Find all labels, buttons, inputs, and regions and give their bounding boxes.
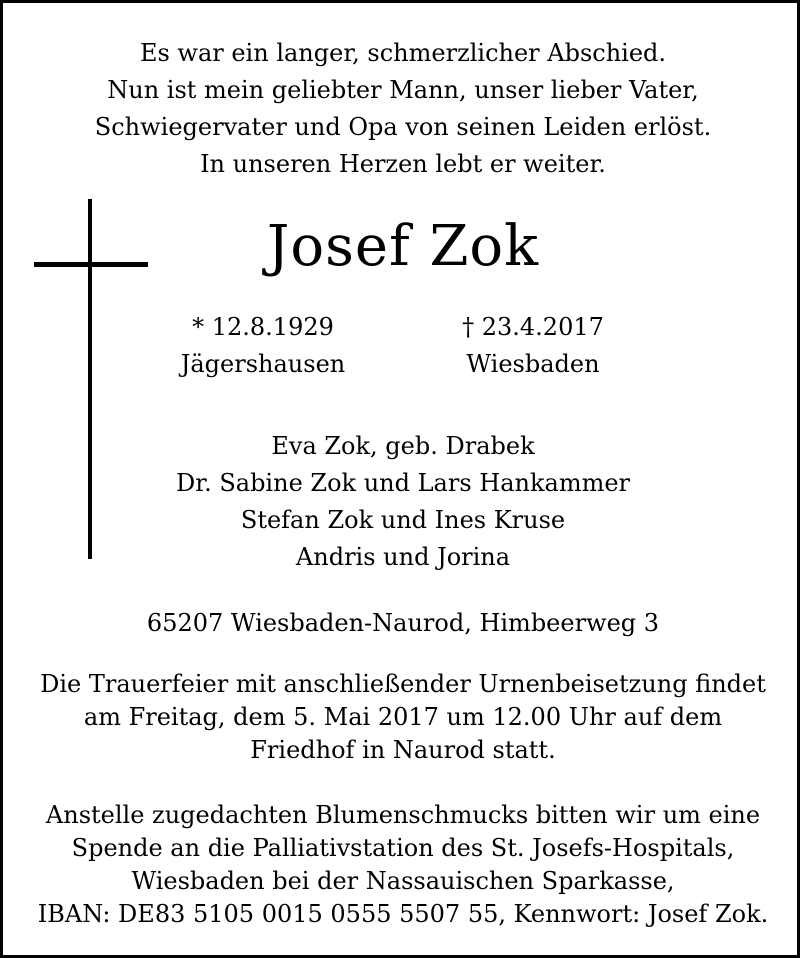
mourner-entry: Dr. Sabine Zok und Lars Hankammer	[175, 469, 631, 497]
intro-line: Nun ist mein geliebter Mann, unser lieber Vater,	[107, 76, 699, 104]
donation-request	[3, 799, 800, 931]
donation-line: Spende an die Palliativstation des St. Josefs-Hospitals,	[71, 834, 735, 862]
mourner-entry: Eva Zok, geb. Drabek	[271, 432, 535, 460]
funeral-line: Die Trauerfeier mit anschließender Urnenbeisetzung findet	[40, 670, 766, 698]
death-place: Wiesbaden	[466, 350, 600, 378]
donation-line: IBAN: DE83 5105 0015 0555 5507 55, Kennwort: Josef Zok.	[37, 900, 769, 928]
donation-line: Wiesbaden bei der Nassauischen Sparkasse,	[131, 867, 675, 895]
funeral-line: Friedhof in Naurod statt.	[250, 736, 556, 764]
birth-info	[133, 309, 393, 383]
intro-line: In unseren Herzen lebt er weiter.	[200, 150, 606, 178]
mourner-entry: Andris und Jorina	[295, 543, 511, 571]
intro-line: Schwiegervater und Opa von seinen Leiden erlöst.	[94, 113, 712, 141]
intro-line: Es war ein langer, schmerzlicher Abschied.	[139, 39, 667, 67]
donation-line: Anstelle zugedachten Blumenschmucks bitten wir um eine	[45, 801, 761, 829]
funeral-line: am Freitag, dem 5. Mai 2017 um 12.00 Uhr auf dem	[83, 703, 723, 731]
birth-place: Jägershausen	[180, 350, 346, 378]
mourner-entry: Stefan Zok und Ines Kruse	[240, 506, 566, 534]
funeral-details	[3, 668, 800, 767]
family-address: 65207 Wiesbaden-Naurod, Himbeerweg 3	[146, 609, 660, 637]
deceased-name: Josef Zok	[266, 214, 540, 279]
death-info	[403, 309, 663, 383]
birth-date: * 12.8.1929	[192, 313, 334, 341]
death-date: † 23.4.2017	[462, 313, 604, 341]
intro-text	[3, 35, 800, 183]
mourners-list	[3, 428, 800, 576]
